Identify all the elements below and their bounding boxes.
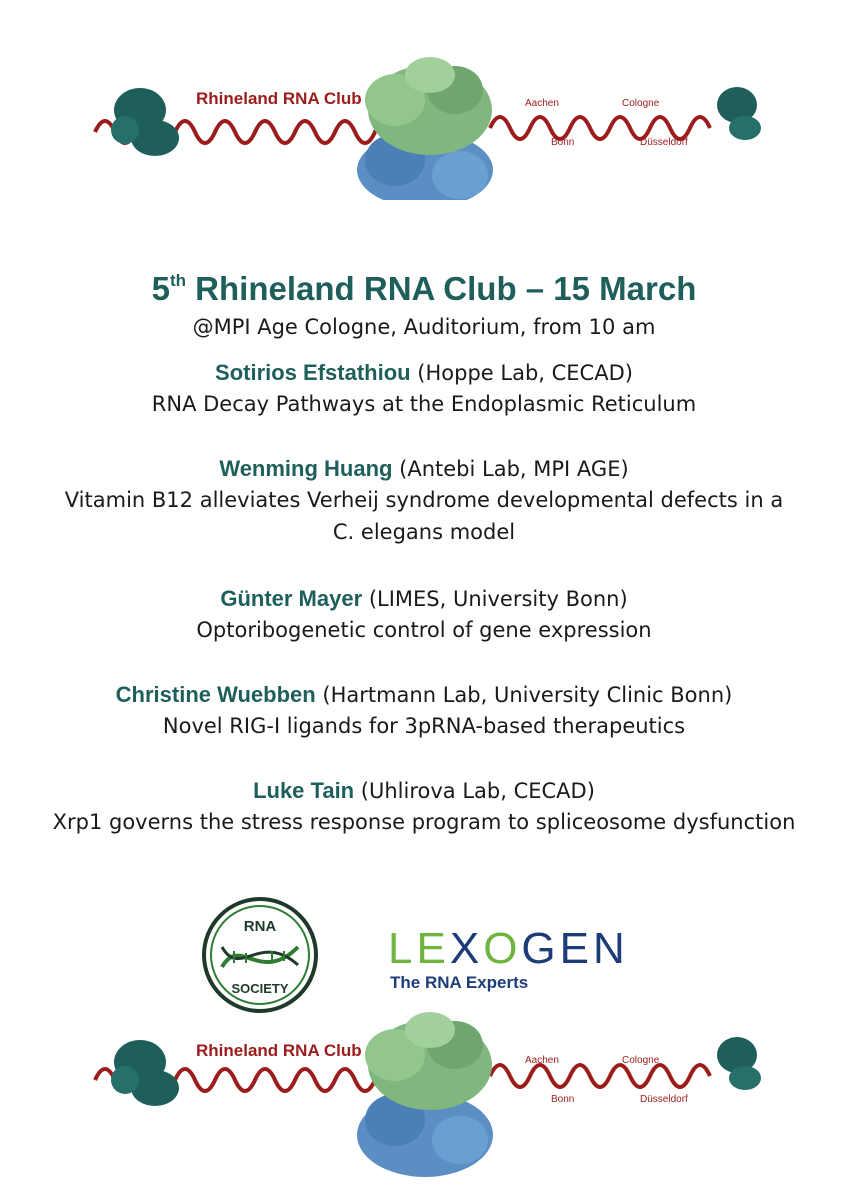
subunit-left-icon xyxy=(111,1040,179,1106)
speaker-line xyxy=(0,680,848,710)
banner-top xyxy=(0,0,848,200)
speaker-name: Günter Mayer xyxy=(220,586,363,611)
talk-title: Novel RIG-I ligands for 3pRNA-based therapeutics xyxy=(162,714,686,738)
lexogen-part2: X xyxy=(449,924,484,973)
talk-title: Vitamin B12 alleviates Verheij syndrome developmental defects in a C. elegans model xyxy=(64,488,784,544)
event-subtitle: @MPI Age Cologne, Auditorium, from 10 am xyxy=(192,315,656,339)
talk-item xyxy=(0,776,848,838)
banner-bottom xyxy=(0,1000,848,1200)
banner-city-bonn: Bonn xyxy=(551,137,575,148)
speaker-affiliation: (Hoppe Lab, CECAD) xyxy=(410,361,633,385)
ribosome-icon xyxy=(357,57,493,200)
speaker-affiliation: (Uhlirova Lab, CECAD) xyxy=(354,779,595,803)
speaker-line xyxy=(0,454,848,484)
speaker-name: Christine Wuebben xyxy=(115,682,316,707)
banner-illustration xyxy=(0,0,848,200)
speaker-name: Sotirios Efstathiou xyxy=(215,360,411,385)
banner-club-name: Rhineland RNA Club xyxy=(196,1041,362,1060)
title-rest: Rhineland RNA Club – 15 March xyxy=(186,270,697,307)
banner-city-dusseldorf: Düsseldorf xyxy=(640,1094,688,1105)
talk-item xyxy=(0,454,848,548)
banner-club-name: Rhineland RNA Club xyxy=(196,89,362,108)
rna-strand-right xyxy=(490,1065,710,1087)
speaker-line xyxy=(0,776,848,806)
subunit-left-icon xyxy=(111,88,179,156)
event-header xyxy=(0,258,848,342)
speaker-affiliation: (Antebi Lab, MPI AGE) xyxy=(392,457,629,481)
banner-city-aachen: Aachen xyxy=(525,98,559,109)
talk-title: RNA Decay Pathways at the Endoplasmic Reticulum xyxy=(151,392,697,416)
lexogen-logo xyxy=(388,924,648,997)
talk-title: Xrp1 governs the stress response program to spliceosome dysfunction xyxy=(52,810,796,834)
title-number: 5 xyxy=(151,270,170,307)
rna-society-top-text: RNA xyxy=(243,918,277,935)
speaker-line xyxy=(0,584,848,614)
ribosome-icon xyxy=(357,1012,493,1177)
banner-city-cologne: Cologne xyxy=(622,1055,660,1066)
banner-city-dusseldorf: Düsseldorf xyxy=(640,137,688,148)
event-title xyxy=(0,258,848,312)
lexogen-part4: GEN xyxy=(521,924,629,973)
rna-society-logo xyxy=(200,895,320,1015)
subunit-right-icon xyxy=(717,87,761,140)
subunit-right-icon xyxy=(717,1037,761,1090)
banner-illustration xyxy=(0,1000,848,1200)
rna-strand-right xyxy=(490,117,710,139)
speaker-line xyxy=(0,358,848,388)
lexogen-tagline: The RNA Experts xyxy=(390,973,529,992)
lexogen-part3: O xyxy=(483,924,522,973)
talk-item xyxy=(0,584,848,646)
talk-title: Optoribogenetic control of gene expression xyxy=(196,618,652,642)
rna-society-bottom-text: SOCIETY xyxy=(231,981,289,996)
talk-item xyxy=(0,680,848,742)
speaker-name: Luke Tain xyxy=(253,778,355,803)
banner-city-aachen: Aachen xyxy=(525,1055,559,1066)
banner-city-bonn: Bonn xyxy=(551,1094,575,1105)
talk-item xyxy=(0,358,848,420)
speaker-affiliation: (Hartmann Lab, University Clinic Bonn) xyxy=(315,683,733,707)
talk-list xyxy=(0,358,848,872)
title-sup: th xyxy=(169,271,187,290)
speaker-affiliation: (LIMES, University Bonn) xyxy=(362,587,628,611)
banner-city-cologne: Cologne xyxy=(622,98,660,109)
speaker-name: Wenming Huang xyxy=(219,456,393,481)
lexogen-part1: LE xyxy=(388,924,450,973)
lexogen-wordmark xyxy=(388,924,629,973)
